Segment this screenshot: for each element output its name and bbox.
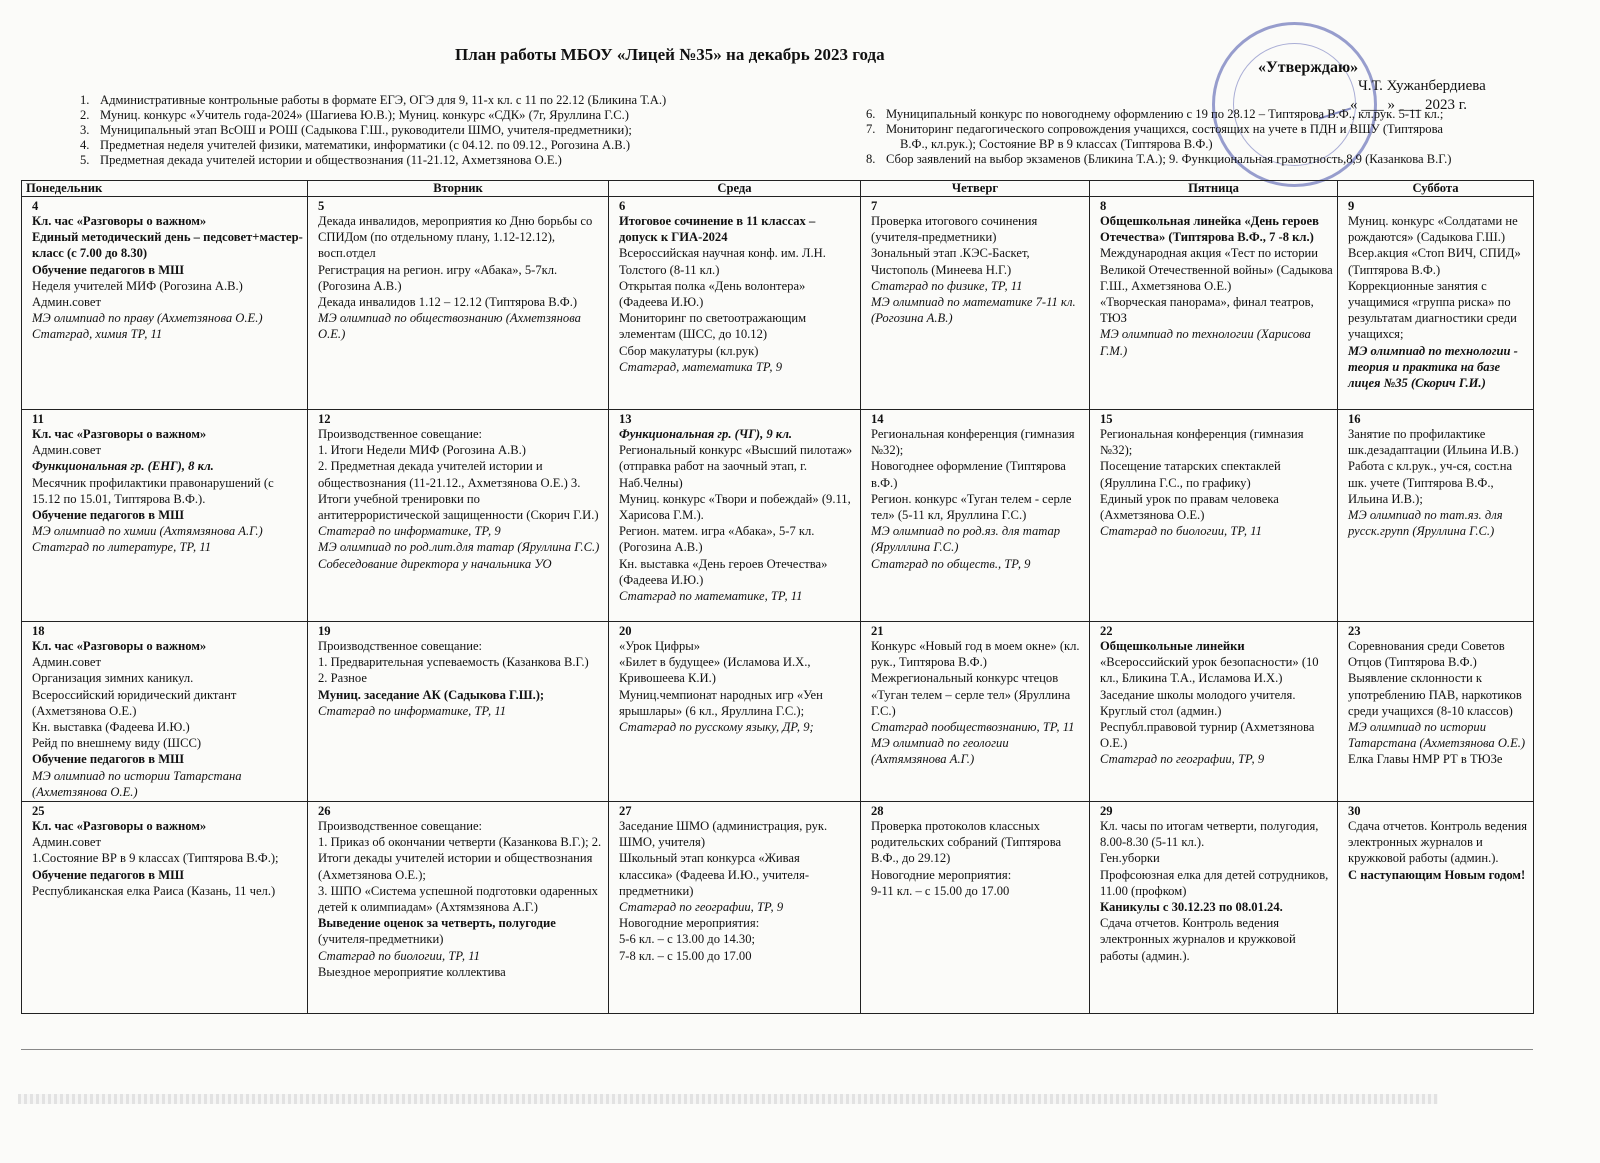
event-entry: Всероссийская научная конф. им. Л.Н. Толстого (8-11 кл.) <box>619 246 826 277</box>
event-entry: Единый урок по правам человека (Ахметзянова О.Е.) <box>1100 491 1279 523</box>
event-entry: Межрегиональный конкурс чтецов «Туган телем – серле тел» (Яруллина Г.С.) <box>871 671 1071 718</box>
day-cell <box>1338 197 1534 410</box>
plan-items-left <box>54 93 666 168</box>
day-cell <box>1338 622 1534 802</box>
event-entry: Кл. час «Разговоры о важном» <box>32 214 207 228</box>
plan-items-right <box>840 107 1451 167</box>
day-cell <box>861 410 1090 622</box>
event-entry: Статград по литературе, ТР, 11 <box>32 540 211 555</box>
event-entry: Единый методический день – педсовет+мастер-класс (с 7.00 до 8.30) <box>32 230 303 261</box>
event-entry: Мониторинг по светоотражающим элементам (ШСС, до 10.12) <box>619 311 807 342</box>
event-entry: Региональная конференция (гимназия №32); <box>1100 427 1304 458</box>
day-cell <box>22 197 308 410</box>
day-number: 21 <box>871 624 884 638</box>
event-entry: МЭ олимпиад по технологии - теория и практика на базе лицея №35 (Скорич Г.И.) <box>1348 343 1518 391</box>
event-entry: Обучение педагогов в МШ <box>32 262 184 277</box>
plan-item-text: Административные контрольные работы в формате ЕГЭ, ОГЭ для 9, 11-х кл. с 11 по 22.12 (Бликина Т.А.) <box>100 93 667 107</box>
event-entry: Муниц.чемпионат народных игр «Уен ярышлары» (6 кл., Яруллина Г.С.); <box>619 687 823 718</box>
week-row <box>22 622 1534 802</box>
event-entry: Новогоднее оформление (Типтярова в.Ф.) <box>871 459 1066 490</box>
plan-item <box>866 107 1451 122</box>
event-entry: Админ.совет <box>32 443 101 458</box>
event-entry: 9-11 кл. – с 15.00 до 17.00 <box>871 883 1010 898</box>
weekday-header: Среда <box>609 181 861 197</box>
plan-item-text: Предметная декада учителей истории и обществознания (11-21.12, Ахметзянова О.Е.) <box>100 153 562 167</box>
event-entry: Регистрация на регион. игру «Абака», 5-7кл. (Рогозина А.В.) <box>318 262 558 293</box>
event-entry: Месячник профилактики правонарушений (с 15.12 по 15.01, Типтярова В.Ф.). <box>32 475 274 506</box>
plan-item-number: 8. <box>866 152 876 166</box>
event-entry: МЭ олимпиад по химии (Ахтямзянова А.Г.) <box>32 524 263 539</box>
day-number: 9 <box>1348 199 1355 213</box>
event-entry: МЭ олимпиад по истории Татарстана (Ахметзянова О.Е.) <box>32 768 242 799</box>
plan-item <box>80 93 666 108</box>
plan-item-number: 2. <box>80 108 90 122</box>
event-entry: Новогодние мероприятия: <box>619 916 760 931</box>
event-entry: Итоговое сочинение в 11 классах – допуск к ГИА-2024 <box>619 214 816 245</box>
event-entry: Кл. часы по итогам четверти, полугодия, 8.00-8.30 (5-11 кл.). <box>1100 819 1319 850</box>
event-entry: Занятие по профилактике шк.дезадаптации (Ильина И.В.) <box>1348 427 1519 458</box>
event-entry: МЭ олимпиад по математике 7-11 кл. (Рогозина А.В.) <box>871 295 1076 326</box>
event-entry: Статград по информатике, ТР, 11 <box>318 703 507 718</box>
event-entry: Работа с кл.рук., уч-ся, сост.на шк. учете (Типтярова В.Ф., Ильина И.В.); <box>1348 459 1513 506</box>
event-entry: Всероссийский юридический диктант (Ахметзянова О.Е.) <box>32 687 237 718</box>
weekday-header: Понедельник <box>22 181 308 197</box>
day-number: 28 <box>871 804 884 819</box>
day-cell <box>1338 410 1534 622</box>
day-cell <box>609 802 861 1014</box>
day-number: 13 <box>619 412 632 426</box>
day-number: 25 <box>32 804 45 819</box>
event-entry: Кн. выставка «День героев Отечества» (Фадеева И.Ю.) <box>619 556 828 587</box>
event-entry: Производственное совещание: <box>318 639 483 653</box>
event-entry: Админ.совет <box>32 655 101 670</box>
event-entry: Функциональная гр. (ЕНГ), 8 кл. <box>32 459 214 474</box>
event-entry: Декада инвалидов 1.12 – 12.12 (Типтярова В.Ф.) <box>318 295 578 310</box>
event-entry: Общешкольная линейка «День героев Отечества» (Типтярова В.Ф., 7 -8 кл.) <box>1100 214 1319 245</box>
event-entry: Статград по биологии, ТР, 11 <box>1100 524 1262 539</box>
plan-item <box>866 137 1451 152</box>
event-entry: Обучение педагогов в МШ <box>32 867 184 882</box>
event-entry: Международная акция «Тест по истории Великой Отечественной войны» (Садыкова Г.Ш., Ахметзянова О.Е.) <box>1100 246 1333 293</box>
day-cell <box>308 197 609 410</box>
event-entry: МЭ олимпиад по геологии (Ахтямзянова А.Г.) <box>871 736 1009 767</box>
event-entry: Декада инвалидов, мероприятия ко Дню борьбы со СПИДом (по отдельному плану, 1.12-12.12), восп.отдел <box>318 214 593 261</box>
approval-heading: «Утверждаю» <box>1258 59 1359 76</box>
event-entry: «Всероссийский урок безопасности» (10 кл., Бликина Т.А., Исламова И.Х.) <box>1100 655 1319 686</box>
day-cell <box>1090 802 1338 1014</box>
event-entry: МЭ олимпиад по тат.яз. для русск.групп (Яруллина Г.С.) <box>1348 508 1503 539</box>
event-entry: Статград по математике, ТР, 11 <box>619 589 803 604</box>
plan-item-number: 5. <box>80 153 90 167</box>
day-number: 5 <box>318 199 325 213</box>
event-entry: Всер.акция «Стоп ВИЧ, СПИД» (Типтярова В.Ф.) <box>1348 246 1521 277</box>
event-entry: Муниц. конкурс «Солдатами не рождаются» (Садыкова Г.Ш.) <box>1348 214 1518 245</box>
day-cell <box>22 410 308 622</box>
event-entry: Статград по информатике, ТР, 9 <box>318 524 501 539</box>
event-entry: Новогодние мероприятия: <box>871 867 1012 882</box>
day-number: 7 <box>871 199 878 213</box>
bottom-rule <box>21 1049 1533 1050</box>
event-entry: Собеседование директора у начальника УО <box>318 556 552 571</box>
event-entry: Муниц. конкурс «Твори и побеждай» (9.11, Харисова Г.М.). <box>619 491 851 523</box>
event-entry: Кл. час «Разговоры о важном» <box>32 819 207 834</box>
event-entry: Кн. выставка (Фадеева И.Ю.) <box>32 720 190 735</box>
plan-item-text: Мониторинг педагогического сопровождения учащихся, состоящих на учете в ПДН и ВШУ (Типтярова <box>886 122 1443 136</box>
day-cell <box>22 802 308 1014</box>
event-entry: Елка Главы НМР РТ в ТЮЗе <box>1348 752 1503 767</box>
event-entry: Статград по обществ., ТР, 9 <box>871 556 1031 571</box>
weekday-header-row <box>22 181 1534 197</box>
day-number: 4 <box>32 199 39 213</box>
event-entry: 5-6 кл. – с 13.00 до 14.30; <box>619 932 755 947</box>
event-entry: Региональный конкурс «Высший пилотаж» (отправка работ на заочный этап, г. Наб.Челны) <box>619 443 853 490</box>
day-cell <box>1090 410 1338 622</box>
plan-item <box>80 138 666 153</box>
event-entry: Посещение татарских спектаклей (Яруллина Г.С., по графику) <box>1100 459 1281 490</box>
plan-item <box>80 153 666 168</box>
day-number: 20 <box>619 624 632 638</box>
event-entry: Кл. час «Разговоры о важном» <box>32 639 207 653</box>
event-entry: Обучение педагогов в МШ <box>32 752 184 767</box>
event-entry: Каникулы с 30.12.23 по 08.01.24. <box>1100 900 1283 915</box>
day-cell <box>308 622 609 802</box>
plan-item-text: Муниципальный конкурс по новогоднему оформлению с 19 по 28.12 – Типтярова В.Ф., кл.рук. 5-11 кл.; <box>886 107 1444 121</box>
event-entry: Производственное совещание: <box>318 427 483 441</box>
day-cell <box>861 622 1090 802</box>
event-entry: Регион. матем. игра «Абака», 5-7 кл. (Рогозина А.В.) <box>619 524 815 555</box>
event-entry: Зональный этап .КЭС-Баскет, Чистополь (Минеева Н.Г.) <box>871 246 1030 277</box>
event-entry: «Урок Цифры» <box>619 639 701 653</box>
event-entry: Регион. конкурс «Туган телем - серле тел» (5-11 кл, Яруллина Г.С.) <box>871 491 1072 523</box>
event-entry: Заседание школы молодого учителя. Круглый стол (админ.) <box>1100 687 1296 718</box>
day-number: 12 <box>318 412 331 426</box>
weekday-header: Пятница <box>1090 181 1338 197</box>
day-number: 18 <box>32 624 45 638</box>
event-entry: Функциональная гр. (ЧГ), 9 кл. <box>619 427 793 441</box>
event-entry: Соревнования среди Советов Отцов (Типтярова В.Ф.) <box>1348 639 1505 670</box>
event-entry: Региональная конференция (гимназия №32); <box>871 427 1075 458</box>
event-entry: МЭ олимпиад по истории Татарстана (Ахметзянова О.Е.) <box>1348 720 1526 751</box>
day-cell <box>1090 622 1338 802</box>
plan-item <box>866 152 1451 167</box>
event-entry: «Творческая панорама», финал театров, ТЮЗ <box>1100 295 1314 326</box>
day-number: 30 <box>1348 804 1361 819</box>
plan-item-number: 6. <box>866 107 876 121</box>
event-entry: Статград по биологии, ТР, 11 <box>318 948 480 963</box>
event-entry: Заседание ШМО (администрация, рук. ШМО, учителя) <box>619 819 828 850</box>
event-entry: Коррекционные занятия с учащимися «группа риска» по результатам диагностики среди учащихся; <box>1348 278 1517 342</box>
event-entry: Проверка протоколов классных родительских собраний (Типтярова В.Ф., до 29.12) <box>871 819 1062 866</box>
event-entry: 1.Состояние ВР в 9 классах (Типтярова В.Ф.); <box>32 851 279 866</box>
day-number: 6 <box>619 199 626 213</box>
event-entry: Статград, математика ТР, 9 <box>619 359 783 374</box>
day-number: 11 <box>32 412 44 426</box>
plan-item-number: 7. <box>866 122 876 136</box>
event-entry: МЭ олимпиад по род.лит.для татар (Яруллина Г.С.) <box>318 540 600 555</box>
event-entry: МЭ олимпиад по праву (Ахметзянова О.Е.) <box>32 311 263 326</box>
plan-item-text: Муниц. конкурс «Учитель года-2024» (Шагиева Ю.В.); Муниц. конкурс «СДК» (7г, Яруллина Г.С.) <box>100 108 629 122</box>
event-entry: Производственное совещание: <box>318 819 483 834</box>
event-entry: Админ.совет <box>32 835 101 850</box>
event-entry: Открытая полка «День волонтера» (Фадеева И.Ю.) <box>619 278 806 310</box>
day-cell <box>308 410 609 622</box>
day-cell <box>1090 197 1338 410</box>
event-entry: Выведение оценок за четверть, полугодие <box>318 916 556 931</box>
day-cell <box>609 622 861 802</box>
event-entry: 2. Предметная декада учителей истории и обществознания (11-21.12., Ахметзянова О.Е.) 3. Итоги учебной тренировки по антитеррористической защищенности (Скорич Г.И.) <box>318 459 599 523</box>
day-number: 29 <box>1100 804 1113 819</box>
event-entry: Муниц. заседание АК (Садыкова Г.Ш.); <box>318 687 545 702</box>
event-entry: Сбор макулатуры (кл.рук) <box>619 343 759 358</box>
day-cell <box>609 410 861 622</box>
day-number: 19 <box>318 624 331 638</box>
event-entry: Статград пообществознанию, ТР, 11 <box>871 720 1075 735</box>
event-entry: 2. Разное <box>318 671 367 686</box>
event-entry: Неделя учителей МИФ (Рогозина А.В.) <box>32 278 243 293</box>
event-entry: Статград по географии, ТР, 9 <box>1100 752 1265 767</box>
event-entry: Рейд по внешнему виду (ШСС) <box>32 736 202 751</box>
plan-item-number: 4. <box>80 138 90 152</box>
event-entry: С наступающим Новым годом! <box>1348 867 1526 882</box>
day-number: 15 <box>1100 412 1113 426</box>
plan-item-text: В.Ф., кл.рук.); Состояние ВР в 9 классах (Типтярова В.Ф.) <box>900 137 1213 151</box>
weekday-header: Четверг <box>861 181 1090 197</box>
day-number: 8 <box>1100 199 1107 213</box>
plan-item-text: Муниципальный этап ВсОШ и РОШ (Садыкова Г.Ш., руководители ШМО, учителя-предметники); <box>100 123 632 137</box>
day-number: 27 <box>619 804 632 819</box>
page-title: План работы МБОУ «Лицей №35» на декабрь 2023 года <box>455 45 885 64</box>
event-entry: Выявление склонности к употреблению ПАВ, наркотиков среди учащихся (8-10 классов) <box>1348 671 1522 718</box>
plan-item <box>80 108 666 123</box>
approval-date: « ___ » ___ 2023 г. <box>1350 97 1467 113</box>
day-cell <box>861 197 1090 410</box>
event-entry: Школьный этап конкурса «Живая классика» (Фадеева И.Ю., учителя-предметники) <box>619 851 810 898</box>
plan-item-text: Предметная неделя учителей физики, математики, информатики (с 04.12. по 09.12., Рогозина А.В.) <box>100 138 631 152</box>
event-entry: Статград по географии, ТР, 9 <box>619 900 784 915</box>
event-entry: Ген.уборки <box>1100 851 1160 866</box>
event-entry: 1. Итоги Недели МИФ (Рогозина А.В.) <box>318 443 526 458</box>
day-number: 23 <box>1348 624 1361 638</box>
event-entry: Проверка итогового сочинения (учителя-предметники) <box>871 214 1038 245</box>
plan-item <box>80 123 666 138</box>
event-entry: МЭ олимпиад по технологии (Харисова Г.М.) <box>1100 327 1311 358</box>
approval-name: Ч.Т. Хужанбердиева <box>1358 78 1486 94</box>
event-entry: Кл. час «Разговоры о важном» <box>32 427 207 441</box>
event-entry: 1. Предварительная успеваемость (Казанкова В.Г.) <box>318 655 589 670</box>
day-number: 22 <box>1100 624 1113 638</box>
event-entry: Общешкольные линейки <box>1100 639 1245 653</box>
day-number: 14 <box>871 412 884 426</box>
week-row <box>22 410 1534 622</box>
plan-item-text: Сбор заявлений на выбор экзаменов (Бликина Т.А.); 9. Функциональная грамотность,8,9 (Казанкова В.Г.) <box>886 152 1452 166</box>
plan-item-number: 3. <box>80 123 90 137</box>
day-cell <box>308 802 609 1014</box>
event-entry: 1. Приказ об окончании четверти (Казанкова В.Г.); 2. Итоги декады учителей истории и обществознания (Ахметзянова О.Е.); <box>318 835 602 882</box>
day-cell <box>861 802 1090 1014</box>
event-entry: МЭ олимпиад по род.яз. для татар (Ярулллина Г.С.) <box>871 524 1061 555</box>
week-row <box>22 197 1534 410</box>
event-entry: Профсоюзная елка для детей сотрудников, 11.00 (профком) <box>1100 867 1329 898</box>
calendar-table <box>21 180 1534 1014</box>
week-row <box>22 802 1534 1014</box>
event-entry: Статград, химия ТР, 11 <box>32 327 163 342</box>
event-entry: 3. ШПО «Система успешной подготовки одаренных детей к олимпиадам» (Ахтямзянова А.Г.) <box>318 883 598 915</box>
event-entry: Республиканская елка Раиса (Казань, 11 чел.) <box>32 883 276 898</box>
day-cell <box>1338 802 1534 1014</box>
event-entry: Организация зимних каникул. <box>32 671 194 686</box>
event-entry: Сдача отчетов. Контроль ведения электронных журналов и кружковой работы (админ.). <box>1348 819 1528 866</box>
day-cell <box>22 622 308 802</box>
event-entry: Сдача отчетов. Контроль ведения электронных журналов и кружковой работы (админ.). <box>1100 916 1296 963</box>
scan-artifact <box>18 1094 1438 1104</box>
event-entry: Выездное мероприятие коллектива <box>318 964 506 979</box>
plan-item-number: 1. <box>80 93 90 107</box>
event-entry: Админ.совет <box>32 295 101 310</box>
plan-item <box>866 122 1451 137</box>
event-entry: 7-8 кл. – с 15.00 до 17.00 <box>619 948 752 963</box>
day-number: 16 <box>1348 412 1361 426</box>
event-entry: Статград по физике, ТР, 11 <box>871 278 1023 293</box>
event-entry: МЭ олимпиад по обществознанию (Ахметзянова О.Е.) <box>318 311 581 342</box>
event-entry: Республ.правовой турнир (Ахметзянова О.Е.) <box>1100 720 1315 751</box>
weekday-header: Суббота <box>1338 181 1534 197</box>
day-number: 26 <box>318 804 331 819</box>
event-entry: «Билет в будущее» (Исламова И.Х., Кривошеева К.И.) <box>619 655 811 686</box>
event-entry: (учителя-предметники) <box>318 932 444 947</box>
day-cell <box>609 197 861 410</box>
event-entry: Обучение педагогов в МШ <box>32 508 184 523</box>
weekday-header: Вторник <box>308 181 609 197</box>
event-entry: Статград по русскому языку, ДР, 9; <box>619 720 814 735</box>
event-entry: Конкурс «Новый год в моем окне» (кл. рук., Типтярова В.Ф.) <box>871 639 1080 670</box>
